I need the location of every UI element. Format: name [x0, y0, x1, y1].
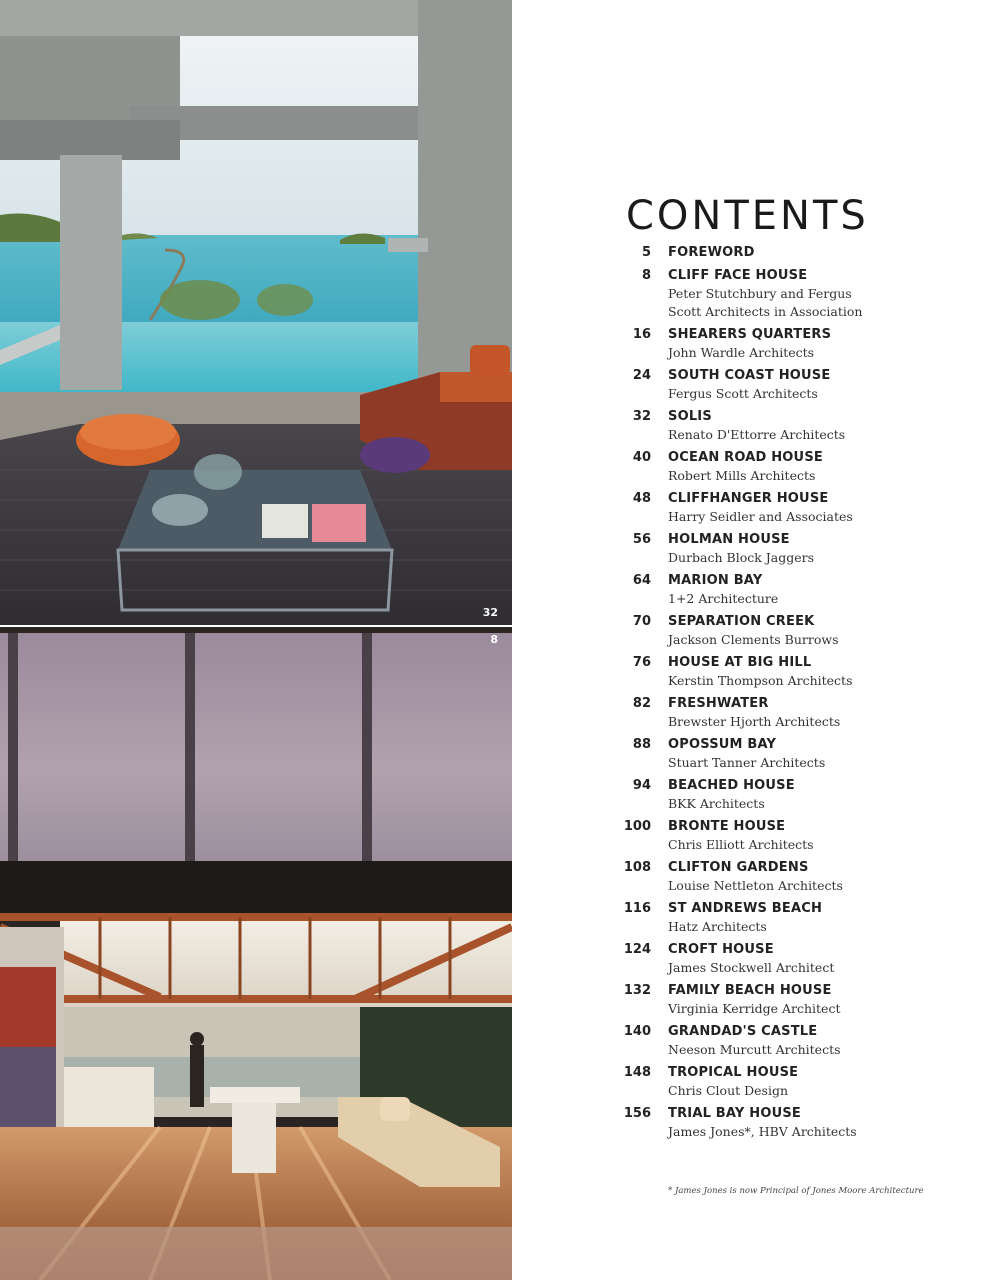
toc-architect: Louise Nettleton Architects — [668, 878, 843, 893]
toc-architect: John Wardle Architects — [668, 345, 815, 360]
toc-entry[interactable] — [512, 859, 992, 895]
toc-entry[interactable] — [512, 736, 992, 772]
toc-architect: 1+2 Architecture — [668, 591, 779, 606]
footnote: * James Jones is now Principal of Jones Moore Architecture — [668, 1186, 924, 1196]
toc-project-name: SOLIS — [668, 409, 712, 424]
toc-page-number: 8 — [641, 268, 651, 283]
toc-architect: Neeson Murcutt Architects — [668, 1042, 841, 1057]
toc-project-name: HOLMAN HOUSE — [668, 532, 790, 547]
toc-project-name: MARION BAY — [668, 573, 763, 588]
toc-project-name: OPOSSUM BAY — [668, 737, 777, 752]
toc-entry[interactable] — [512, 654, 992, 690]
toc-page-number: 56 — [632, 532, 651, 547]
toc-project-name: CLIFTON GARDENS — [668, 860, 809, 875]
toc-page-number: 70 — [632, 614, 651, 629]
page-title: CONTENTS — [626, 193, 869, 239]
toc-page-number: 148 — [623, 1065, 651, 1080]
toc-entry[interactable] — [512, 572, 992, 608]
toc-page-number: 82 — [632, 696, 651, 711]
toc-architect: Virginia Kerridge Architect — [668, 1001, 841, 1016]
toc-page-number: 108 — [623, 860, 651, 875]
photo-page-ref: 32 — [482, 606, 498, 619]
toc-project-name: OCEAN ROAD HOUSE — [668, 450, 823, 465]
toc-page-number: 100 — [623, 819, 651, 834]
toc-entry[interactable] — [512, 1064, 992, 1100]
toc-architect: Robert Mills Architects — [668, 468, 816, 483]
toc-project-name: HOUSE AT BIG HILL — [668, 655, 812, 670]
toc-entry[interactable] — [512, 1023, 992, 1059]
toc-architect: Jackson Clements Burrows — [668, 632, 839, 647]
toc-entry[interactable] — [512, 267, 992, 321]
toc-project-name: FOREWORD — [668, 245, 755, 260]
toc-project-name: BEACHED HOUSE — [668, 778, 795, 793]
toc-entry[interactable] — [512, 941, 992, 977]
toc-architect: Brewster Hjorth Architects — [668, 714, 841, 729]
photo-solis — [0, 0, 512, 625]
toc-architect: Kerstin Thompson Architects — [668, 673, 853, 688]
cliff-face-illustration — [0, 627, 512, 1280]
toc-architect: Stuart Tanner Architects — [668, 755, 826, 770]
toc-entry[interactable] — [512, 1105, 992, 1141]
toc-page-number: 94 — [632, 778, 651, 793]
toc-entry[interactable] — [512, 982, 992, 1018]
toc-entry[interactable] — [512, 244, 992, 262]
toc-architect: Hatz Architects — [668, 919, 767, 934]
toc-page-number: 5 — [641, 245, 651, 260]
toc-project-name: CLIFFHANGER HOUSE — [668, 491, 829, 506]
photo-cliff-face-house — [0, 627, 512, 1280]
toc-page-number: 116 — [623, 901, 651, 916]
toc-architect: Durbach Block Jaggers — [668, 550, 815, 565]
toc-project-name: SOUTH COAST HOUSE — [668, 368, 831, 383]
toc-project-name: FRESHWATER — [668, 696, 769, 711]
toc-project-name: SEPARATION CREEK — [668, 614, 815, 629]
toc-entry[interactable] — [512, 408, 992, 444]
toc-project-name: GRANDAD'S CASTLE — [668, 1024, 818, 1039]
toc-project-name: TRIAL BAY HOUSE — [668, 1106, 801, 1121]
toc-entry[interactable] — [512, 613, 992, 649]
toc-page-number: 76 — [632, 655, 651, 670]
toc-entry[interactable] — [512, 531, 992, 567]
toc-architect: Harry Seidler and Associates — [668, 509, 853, 524]
toc-entry[interactable] — [512, 326, 992, 362]
toc-architect: James Jones*, HBV Architects — [668, 1124, 857, 1139]
toc-entry[interactable] — [512, 777, 992, 813]
toc-page-number: 24 — [632, 368, 651, 383]
toc-entry[interactable] — [512, 490, 992, 526]
toc-page-number: 16 — [632, 327, 651, 342]
toc-entry[interactable] — [512, 449, 992, 485]
toc-page-number: 40 — [632, 450, 651, 465]
toc-architect: BKK Architects — [668, 796, 765, 811]
toc-project-name: SHEARERS QUARTERS — [668, 327, 832, 342]
table-of-contents — [512, 244, 992, 1146]
toc-project-name: CROFT HOUSE — [668, 942, 774, 957]
photo-page-ref: 8 — [490, 633, 498, 646]
toc-page-number: 140 — [623, 1024, 651, 1039]
toc-project-name: FAMILY BEACH HOUSE — [668, 983, 832, 998]
toc-page-number: 156 — [623, 1106, 651, 1121]
toc-architect: Peter Stutchbury and Fergus Scott Architects in Association — [668, 286, 863, 319]
toc-architect: Chris Elliott Architects — [668, 837, 814, 852]
toc-architect: Chris Clout Design — [668, 1083, 788, 1098]
contents-panel — [512, 0, 992, 1280]
toc-entry[interactable] — [512, 900, 992, 936]
toc-architect: Renato D'Ettorre Architects — [668, 427, 846, 442]
toc-page-number: 88 — [632, 737, 651, 752]
toc-page-number: 124 — [623, 942, 651, 957]
toc-entry[interactable] — [512, 367, 992, 403]
toc-project-name: CLIFF FACE HOUSE — [668, 268, 808, 283]
toc-architect: Fergus Scott Architects — [668, 386, 818, 401]
toc-project-name: TROPICAL HOUSE — [668, 1065, 799, 1080]
toc-architect: James Stockwell Architect — [668, 960, 835, 975]
toc-page-number: 32 — [632, 409, 651, 424]
toc-page-number: 48 — [632, 491, 651, 506]
solis-illustration — [0, 0, 512, 625]
toc-project-name: ST ANDREWS BEACH — [668, 901, 823, 916]
toc-entry[interactable] — [512, 818, 992, 854]
toc-project-name: BRONTE HOUSE — [668, 819, 786, 834]
toc-page-number: 132 — [623, 983, 651, 998]
toc-entry[interactable] — [512, 695, 992, 731]
toc-page-number: 64 — [632, 573, 651, 588]
